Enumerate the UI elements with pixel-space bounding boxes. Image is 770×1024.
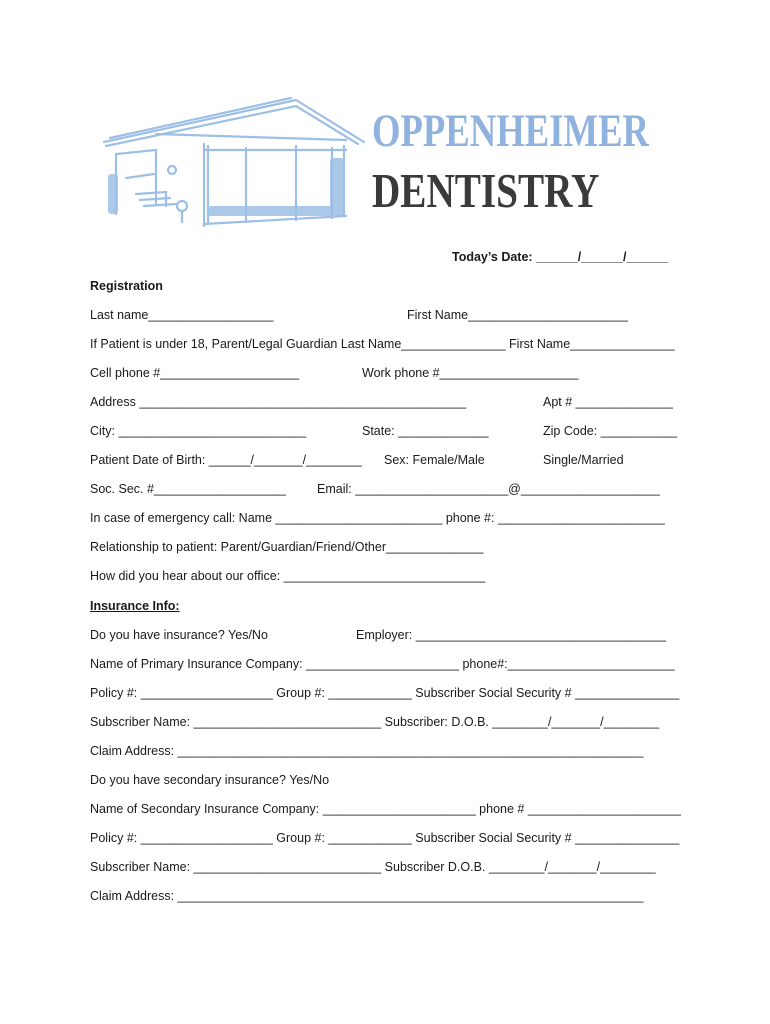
last-name-field[interactable]: Last name__________________ (90, 308, 274, 322)
apt-field[interactable]: Apt # ______________ (543, 395, 673, 409)
has-secondary-insurance-option[interactable]: Do you have secondary insurance? Yes/No (90, 773, 330, 787)
state-field[interactable]: State: _____________ (362, 424, 489, 438)
cell-phone-field[interactable]: Cell phone #____________________ (90, 366, 300, 380)
brand-name-bottom: DENTISTRY (372, 163, 600, 218)
relationship-field[interactable]: Relationship to patient: Parent/Guardian/Friend/Other______________ (90, 540, 484, 554)
dental-office-building-logo (96, 94, 366, 234)
marital-status-option[interactable]: Single/Married (543, 453, 624, 467)
zip-code-field[interactable]: Zip Code: ___________ (543, 424, 678, 438)
secondary-subscriber-field[interactable]: Subscriber Name: ___________________________ Subscriber D.O.B. ________/_______/________ (90, 860, 656, 874)
insurance-info-heading: Insurance Info: (90, 599, 180, 613)
has-insurance-option[interactable]: Do you have insurance? Yes/No (90, 628, 268, 642)
emergency-contact-field[interactable]: In case of emergency call: Name ________________________ phone #: ________________________ (90, 511, 665, 525)
sex-option[interactable]: Sex: Female/Male (384, 453, 485, 467)
referral-source-field[interactable]: How did you hear about our office: _____________________________ (90, 569, 486, 583)
email-field[interactable]: Email: ______________________@____________________ (317, 482, 660, 496)
registration-heading: Registration (90, 279, 163, 293)
primary-insurance-company-field[interactable]: Name of Primary Insurance Company: ______________________ phone#:________________________ (90, 657, 675, 671)
todays-date-field[interactable]: Today’s Date: ______/______/______ (452, 250, 669, 264)
address-field[interactable]: Address _______________________________________________ (90, 395, 467, 409)
secondary-insurance-company-field[interactable]: Name of Secondary Insurance Company: ______________________ phone # ______________________ (90, 802, 681, 816)
first-name-field[interactable]: First Name_______________________ (407, 308, 629, 322)
work-phone-field[interactable]: Work phone #____________________ (362, 366, 579, 380)
date-of-birth-field[interactable]: Patient Date of Birth: ______/_______/________ (90, 453, 362, 467)
primary-subscriber-field[interactable]: Subscriber Name: ___________________________ Subscriber: D.O.B. ________/_______/________ (90, 715, 660, 729)
secondary-claim-address-field[interactable]: Claim Address: ___________________________________________________________________ (90, 889, 644, 903)
primary-policy-field[interactable]: Policy #: ___________________ Group #: ____________ Subscriber Social Security # _______________ (90, 686, 680, 700)
city-field[interactable]: City: ___________________________ (90, 424, 307, 438)
guardian-name-field[interactable]: If Patient is under 18, Parent/Legal Guardian Last Name_______________ First Name_______________ (90, 337, 675, 351)
social-security-field[interactable]: Soc. Sec. #___________________ (90, 482, 287, 496)
brand-name-top: OPPENHEIMER (372, 105, 649, 157)
primary-claim-address-field[interactable]: Claim Address: ___________________________________________________________________ (90, 744, 644, 758)
employer-field[interactable]: Employer: ____________________________________ (356, 628, 667, 642)
secondary-policy-field[interactable]: Policy #: ___________________ Group #: ____________ Subscriber Social Security # _______________ (90, 831, 680, 845)
